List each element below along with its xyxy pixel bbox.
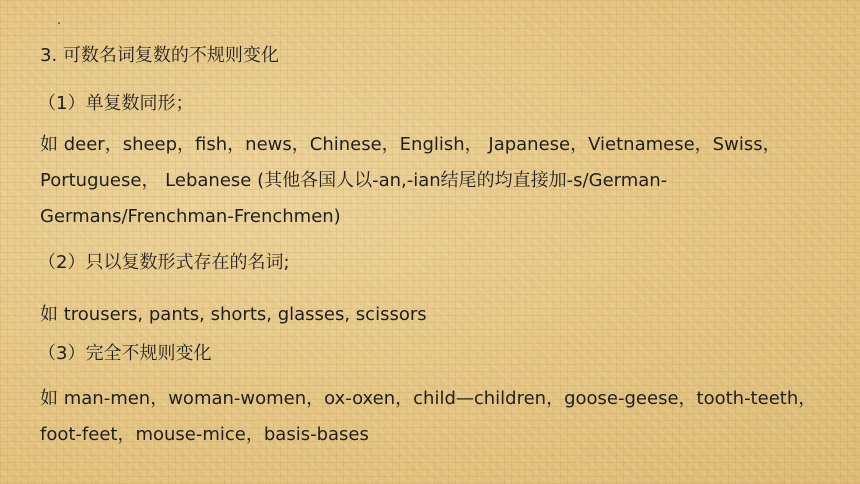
section-text-irregular: 如 man-men，woman-women，ox-oxen，child—children，goose-geese，tooth-teeth，foot-feet，mouse-mice，basis-bases <box>40 388 817 445</box>
section-text-plural-only: 如 trousers, pants, shorts, glasses, scissors <box>40 304 427 325</box>
section-heading-plural-only: （2）只以复数形式存在的名词; <box>38 252 290 273</box>
section-text-same-form: 如 deer，sheep，fish，news，Chinese，English， Japanese，Vietnamese，Swiss，Portuguese， Lebanese (其他各国人以-an,-ian结尾的均直接加-s/German-Germans/Frenchman-Frenchmen) <box>40 134 781 227</box>
section-heading-same-form: （1）单复数同形； <box>38 93 194 114</box>
slide-title: 3. 可数名词复数的不规则变化 <box>40 45 279 66</box>
decorative-dot <box>58 22 60 24</box>
section-heading-irregular: （3）完全不规则变化 <box>38 343 212 364</box>
